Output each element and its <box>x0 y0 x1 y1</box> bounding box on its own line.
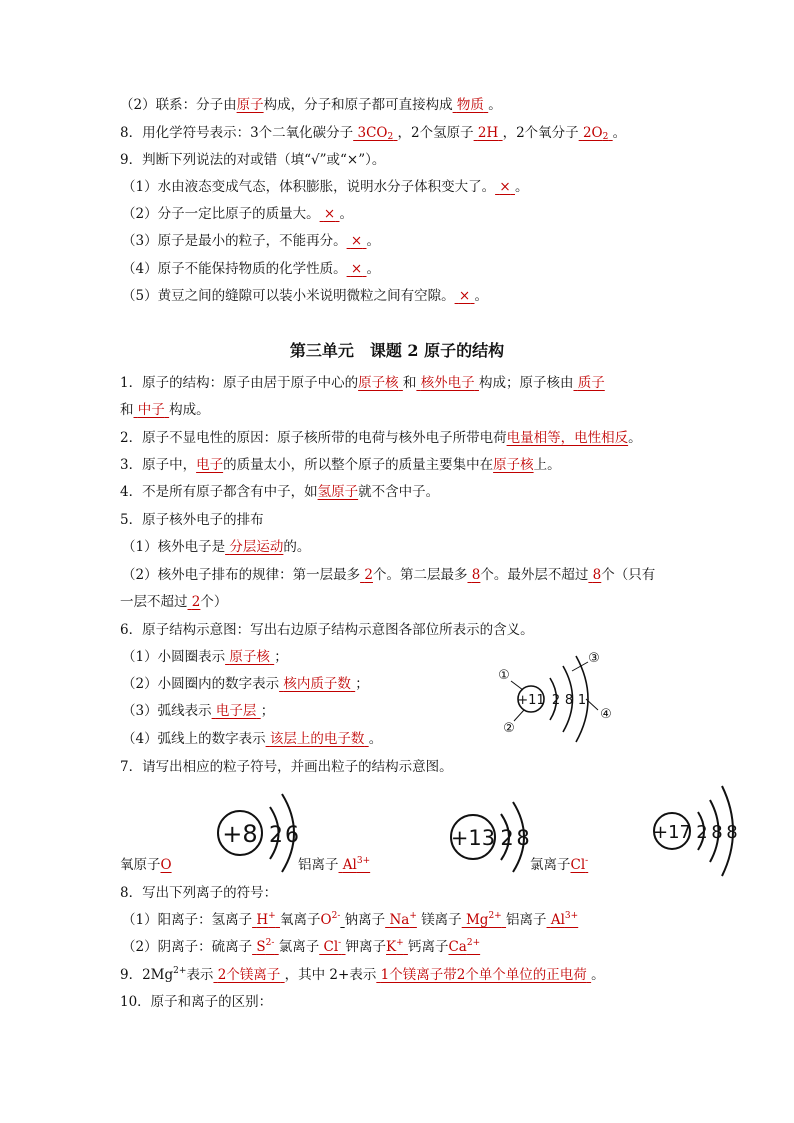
answer[interactable]: 核内质子数 <box>283 676 351 692</box>
answer[interactable]: × <box>499 179 511 195</box>
s6-title: 6．原子结构示意图：写出右边原子结构示意图各部位所表示的含义。 <box>120 622 534 638</box>
q9-title: 9．判断下列说法的对或错（填“√”或“×”）。 <box>120 152 386 168</box>
shell-count: 8 <box>726 822 738 843</box>
answer[interactable]: 核外电子 <box>420 375 475 391</box>
answer[interactable]: 8 <box>471 567 481 583</box>
s7-title: 7．请写出相应的粒子符号，并画出粒子的结构示意图。 <box>120 759 453 775</box>
shell-count: 8 <box>516 826 530 850</box>
shell-count: 1 <box>577 693 587 708</box>
q9-item: （1）水由液态变成气态，体积膨胀，说明水分子体积变大了。 × 。 <box>122 179 529 195</box>
answer[interactable]: $2O_2$ <box>582 125 609 142</box>
q9-item: （3）原子是最小的粒子，不能再分。 × 。 <box>122 233 380 249</box>
answer[interactable]: 原子核 <box>358 375 399 391</box>
answer[interactable]: 中子 <box>137 402 165 418</box>
answer[interactable]: 物质 <box>456 97 484 113</box>
answer[interactable]: $3CO_2$ <box>357 125 394 142</box>
nucleus-label: +13 <box>450 826 496 850</box>
answer[interactable]: $S^{2-}$ <box>256 938 275 955</box>
s6-item: （2）小圆圈内的数字表示 核内质子数 ； <box>122 676 369 692</box>
answer[interactable]: 氢原子 <box>317 484 359 500</box>
marker-label: ② <box>503 721 515 736</box>
q8-line: 8．用化学符号表示：3个二氧化碳分子 $3CO_2$ ，2个氢原子 2H ，2个氧分子 $2O_2$ 。 <box>120 125 627 142</box>
answer[interactable]: × <box>323 206 336 222</box>
answer[interactable]: 电子 <box>196 457 224 473</box>
answer[interactable]: 电子层 <box>215 703 257 719</box>
shell-count: 2 <box>696 822 708 843</box>
oxygen-structure-diagram <box>212 790 312 876</box>
answer[interactable]: $Ca^{2+}$ <box>448 938 481 955</box>
answer[interactable]: 2 <box>364 567 373 583</box>
shell-count: 2 <box>269 823 283 848</box>
nucleus-label: +8 <box>222 820 258 848</box>
nucleus-label: +17 <box>653 822 691 843</box>
answer[interactable]: Na+ <box>389 911 417 928</box>
s5-line: （1）核外电子是 分层运动的。 <box>122 539 311 555</box>
answer[interactable]: Cl- <box>570 856 589 873</box>
s5-line: （2）核外电子排布的规律：第一层最多 2个。第二层最多 8个。最外层不超过 8个（只有 <box>122 567 656 583</box>
answer[interactable]: 2 <box>191 594 201 610</box>
answer[interactable]: $Al^{3+}$ <box>342 856 371 873</box>
q9-item: （2）分子一定比原子的质量大。 × 。 <box>122 206 353 222</box>
answer[interactable]: 2个镁离子 <box>217 967 281 983</box>
answer[interactable]: 原子核 <box>229 649 270 665</box>
answer[interactable]: H+ <box>256 911 276 928</box>
answer[interactable]: 1个镁离子带2个单个单位的正电荷 <box>380 967 587 983</box>
answer[interactable]: 8 <box>592 567 602 583</box>
answer[interactable]: $Al^{3+}$ <box>550 911 579 928</box>
answer[interactable]: O <box>160 857 172 873</box>
answer[interactable]: 原子核 <box>493 457 534 473</box>
s5-line-cont: 一层不超过 2个） <box>120 594 228 610</box>
answer[interactable]: K+ <box>386 938 404 955</box>
chloride-ion-structure-diagram <box>650 782 750 868</box>
s7-aluminum: 铝离子 $Al^{3+}$ <box>298 856 371 873</box>
shell-count: 2 <box>500 826 514 850</box>
marker-label: ③ <box>588 651 600 666</box>
s10-title: 10．原子和离子的区别： <box>120 994 273 1010</box>
answer[interactable]: $O^{2-}$ <box>320 911 341 928</box>
s7-chlorine: 氯离子Cl- <box>530 856 589 873</box>
aluminum-ion-structure-diagram <box>445 796 545 876</box>
shell-count: 8 <box>711 822 723 843</box>
s6-item: （1）小圆圈表示 原子核 ； <box>122 649 288 665</box>
s2-line: 2．原子不显电性的原因：原子核所带的电荷与核外电子所带电荷电量相等，电性相反。 <box>120 430 642 446</box>
answer[interactable]: × <box>350 233 363 249</box>
s8-anions: （2）阴离子：硫离子 $S^{2-}$ 氯离子 Cl- 钾离子K+ 钙离子$Ca^{2+}$ <box>122 938 481 955</box>
s7-oxygen: 氧原子O <box>120 857 172 873</box>
shell-count: 2 <box>551 693 561 708</box>
sodium-structure-diagram <box>490 648 630 748</box>
answer[interactable]: Cl- <box>323 938 342 955</box>
s1-line-cont: 和 中子 构成。 <box>120 402 210 418</box>
answer[interactable]: 电量相等，电性相反 <box>506 430 629 446</box>
shell-count: 6 <box>285 823 299 848</box>
q9-item: （4）原子不能保持物质的化学性质。 × 。 <box>122 261 380 277</box>
marker-label: ① <box>498 668 510 683</box>
answer[interactable]: 该层上的电子数 <box>269 731 365 747</box>
answer[interactable]: × <box>350 261 363 277</box>
s1-line: 1．原子的结构：原子由居于原子中心的原子核 和 核外电子 构成；原子核由 质子 <box>120 375 605 391</box>
answer[interactable]: $Mg^{2+}$ <box>465 911 502 928</box>
answer[interactable]: 质子 <box>577 375 605 391</box>
s3-line: 3．原子中，电子的质量太小，所以整个原子的质量主要集中在原子核上。 <box>120 457 561 473</box>
q2-line: （2）联系：分子由原子构成，分子和原子都可直接构成 物质 。 <box>120 97 502 113</box>
shell-count: 8 <box>564 693 574 708</box>
nucleus-label: +11 <box>517 693 545 708</box>
section-title: 第三单元 课题 2 原子的结构 <box>289 341 505 360</box>
marker-label: ④ <box>600 707 612 722</box>
answer[interactable]: 分层运动 <box>229 539 284 555</box>
answer[interactable]: 原子 <box>236 97 264 113</box>
s6-item: （4）弧线上的数字表示 该层上的电子数 。 <box>122 731 383 747</box>
s8-cations: （1）阳离子：氢离子 H+ 氧离子$O^{2-}$ 钠离子 Na+ 镁离子 $Mg^{2+}$ 铝离子 $Al^{3+}$ <box>122 911 579 928</box>
s8-title: 8．写出下列离子的符号： <box>120 885 278 901</box>
s4-line: 4．不是所有原子都含有中子，如氢原子就不含中子。 <box>120 484 440 500</box>
s9-line: 9．$2Mg^{2+}$表示 2个镁离子 ，其中 2+表示 1个镁离子带2个单个单位的正电荷 。 <box>120 966 605 983</box>
s5-title: 5．原子核外电子的排布 <box>120 512 264 528</box>
answer[interactable]: × <box>458 288 471 304</box>
answer[interactable]: 2H <box>477 125 499 141</box>
s6-item: （3）弧线表示 电子层 ； <box>122 703 275 719</box>
q9-item: （5）黄豆之间的缝隙可以装小米说明微粒之间有空隙。 × 。 <box>122 288 488 304</box>
